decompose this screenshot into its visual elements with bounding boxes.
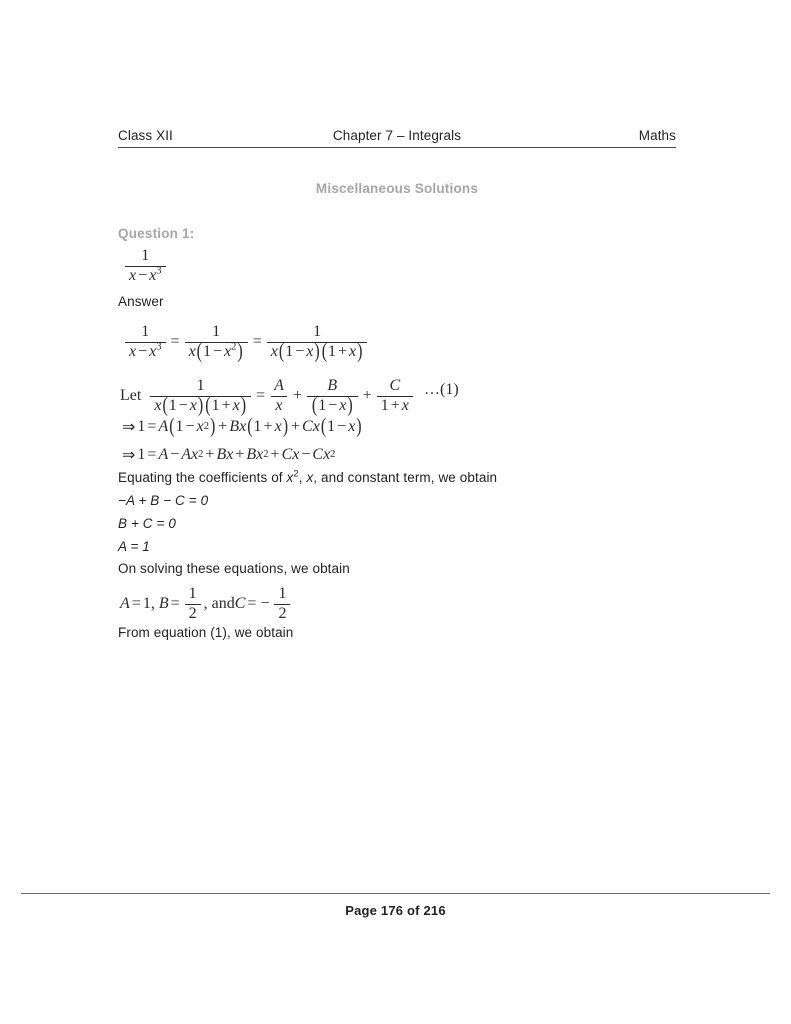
var-x2: x [149,266,157,284]
coefficient-C: C [389,377,401,394]
factorization-equation [122,324,370,361]
solution-A-value: 1 [142,595,151,613]
minus-sign: − [138,266,148,284]
equating-text-tail: , and constant term, we obtain [313,470,498,485]
page-number: Page 176 of 216 [345,903,446,918]
solving-text: On solving these equations, we obtain [118,561,350,576]
expansion-line-2: ⇒ 1 = A − A x 2 + B x + B x 2 + C x − C x 2 [122,446,336,464]
fraction-numerator: 1 [141,247,150,264]
solution-values: A = 1 , B = $\frac{1}{2}$ , and C = − $\frac{1}{2}$ [120,586,293,623]
section-title: Miscellaneous Solutions [315,181,479,196]
exponent-3: 3 [156,265,162,277]
coefficient-equation-1: −A + B − C = 0 [118,493,209,508]
inline-exponent-2: 2 [293,468,299,480]
coefficient-equation-3: A = 1 [118,539,150,554]
equals-sign: = [256,387,266,405]
question-label: Question 1: [118,226,195,241]
solution-C-label: C [234,595,246,613]
equating-text-comma: , [298,470,307,485]
inline-var-x: x [286,470,294,485]
fraction-denominator [125,266,166,285]
partial-fraction-setup [120,378,416,415]
equating-text-lead: Equating the coefficients of [118,470,287,485]
left-paren: ( [196,339,202,363]
page-header [118,128,676,143]
frac-lhs: $\frac{1}{x(1 - x) (1 + x)}$ [150,378,251,415]
frac-1-over-x-1-minus-x2: $\frac{1}{x(1 - x^2)}$ [185,324,248,361]
frac-1-over-x-minus-x3: $\frac{1}{x - x^3}$ [125,324,166,361]
right-paren: ) [237,339,243,363]
frac-A-over-x: $\frac{A}{x}$ [270,378,288,415]
implies-arrow-1: ⇒ [122,419,136,436]
solution-A-label: A [120,595,130,613]
let-keyword: Let [120,387,142,405]
coefficient-B: B [327,377,338,394]
header-subject-label: Maths [638,128,676,143]
inline-var-x-2: x [306,470,314,485]
coefficient-equation-2: B + C = 0 [118,516,176,531]
equals-1: = [170,333,180,351]
fraction-question [125,248,166,285]
var-x: x [129,266,137,284]
solution-and-text: , and [203,595,235,613]
implies-arrow-2: ⇒ [122,447,136,464]
frac-B-over-1-minus-x: $\frac{B}{(1 - x)}$ [307,378,358,415]
solution-B-label: B [158,595,169,613]
footer-divider [21,893,770,894]
header-divider [118,147,676,148]
plus-sign-1: + [292,387,302,405]
solution-B-fraction: $\frac{1}{2}$ [185,586,201,623]
coefficient-A: A [274,377,284,394]
solution-C-fraction: $\frac{1}{2}$ [274,586,290,623]
equating-coefficients-text [118,470,497,485]
frac-C-over-1-plus-x: $\frac{C}{1 + x}$ [377,378,413,415]
frac-1-over-x-1-minus-x-1-plus-x: $\frac{1}{x(1 - x) (1 + x)}$ [267,324,368,361]
equals-2: = [252,333,262,351]
question-expression [122,248,169,285]
header-chapter-title: Chapter 7 – Integrals [332,128,462,143]
expansion-line-1: ⇒ 1 = A ( 1 − x 2 ) + B x ( 1 + x ) + C x ( 1 − x ) [122,414,362,438]
equation-tag-1: …(1) [424,381,459,398]
from-equation-text: From equation (1), we obtain [118,625,294,640]
solution-C-sign: − [260,595,270,613]
header-class-label: Class XII [118,128,173,143]
plus-sign-2: + [362,387,372,405]
answer-label: Answer [118,294,164,309]
